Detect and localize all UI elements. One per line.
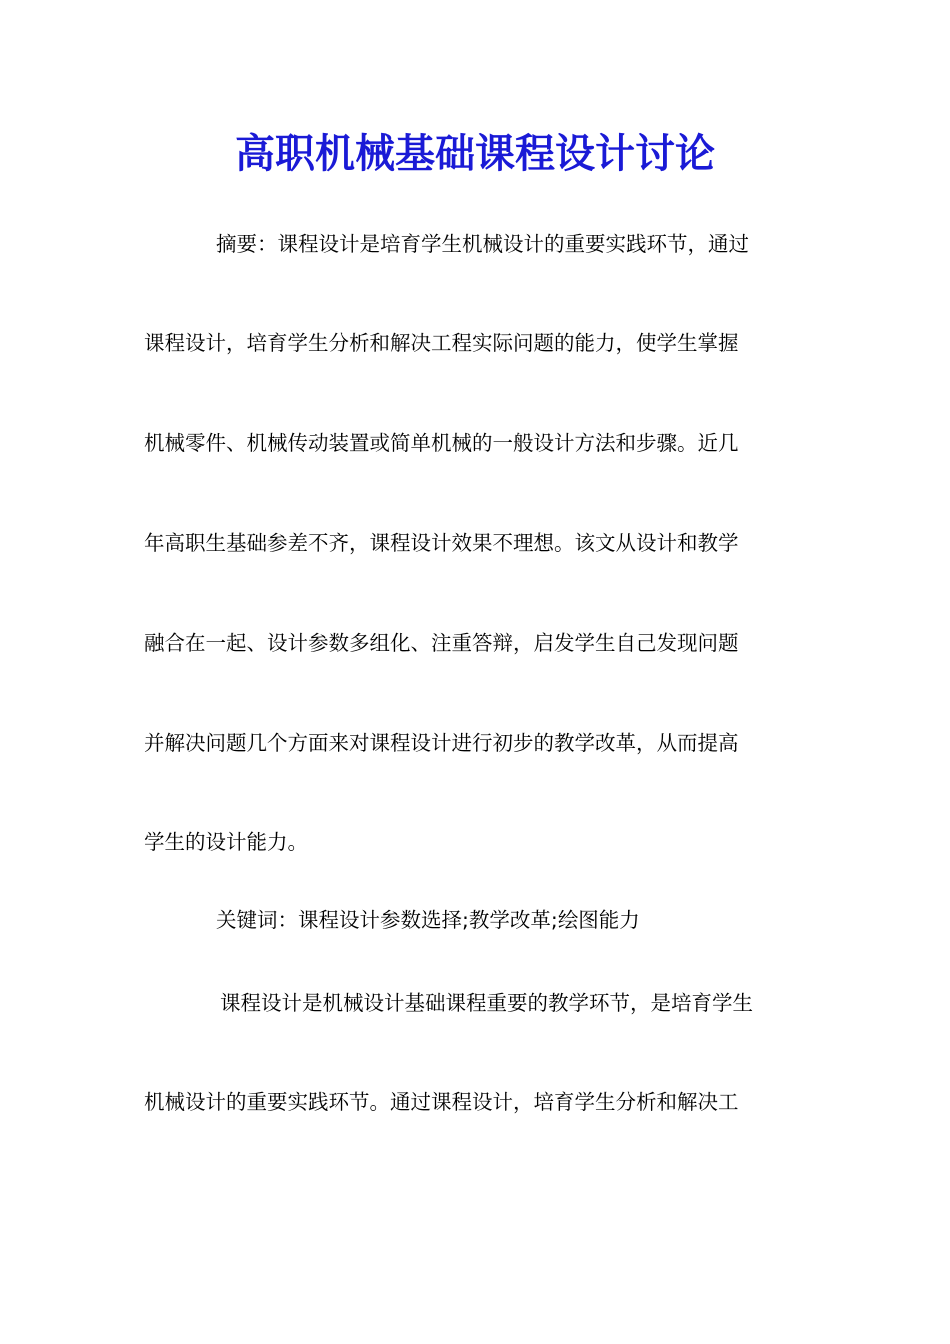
abstract-line: 年高职生基础参差不齐，课程设计效果不理想。该文从设计和教学 — [144, 531, 739, 555]
document-title: 高职机械基础课程设计讨论 — [235, 130, 715, 177]
body-line: 课程设计是机械设计基础课程重要的教学环节，是培育学生 — [220, 991, 753, 1015]
keywords-line: 关键词：课程设计参数选择;教学改革;绘图能力 — [216, 908, 640, 932]
abstract-line: 机械零件、机械传动装置或简单机械的一般设计方法和步骤。近几 — [144, 431, 739, 455]
abstract-line: 课程设计，培育学生分析和解决工程实际问题的能力，使学生掌握 — [144, 331, 739, 355]
abstract-line: 融合在一起、设计参数多组化、注重答辩，启发学生自己发现问题 — [144, 631, 739, 655]
body-line: 机械设计的重要实践环节。通过课程设计，培育学生分析和解决工 — [144, 1090, 739, 1114]
abstract-line: 学生的设计能力。 — [144, 830, 308, 854]
abstract-line: 摘要：课程设计是培育学生机械设计的重要实践环节，通过 — [216, 232, 749, 256]
abstract-line: 并解决问题几个方面来对课程设计进行初步的教学改革，从而提高 — [144, 731, 739, 755]
